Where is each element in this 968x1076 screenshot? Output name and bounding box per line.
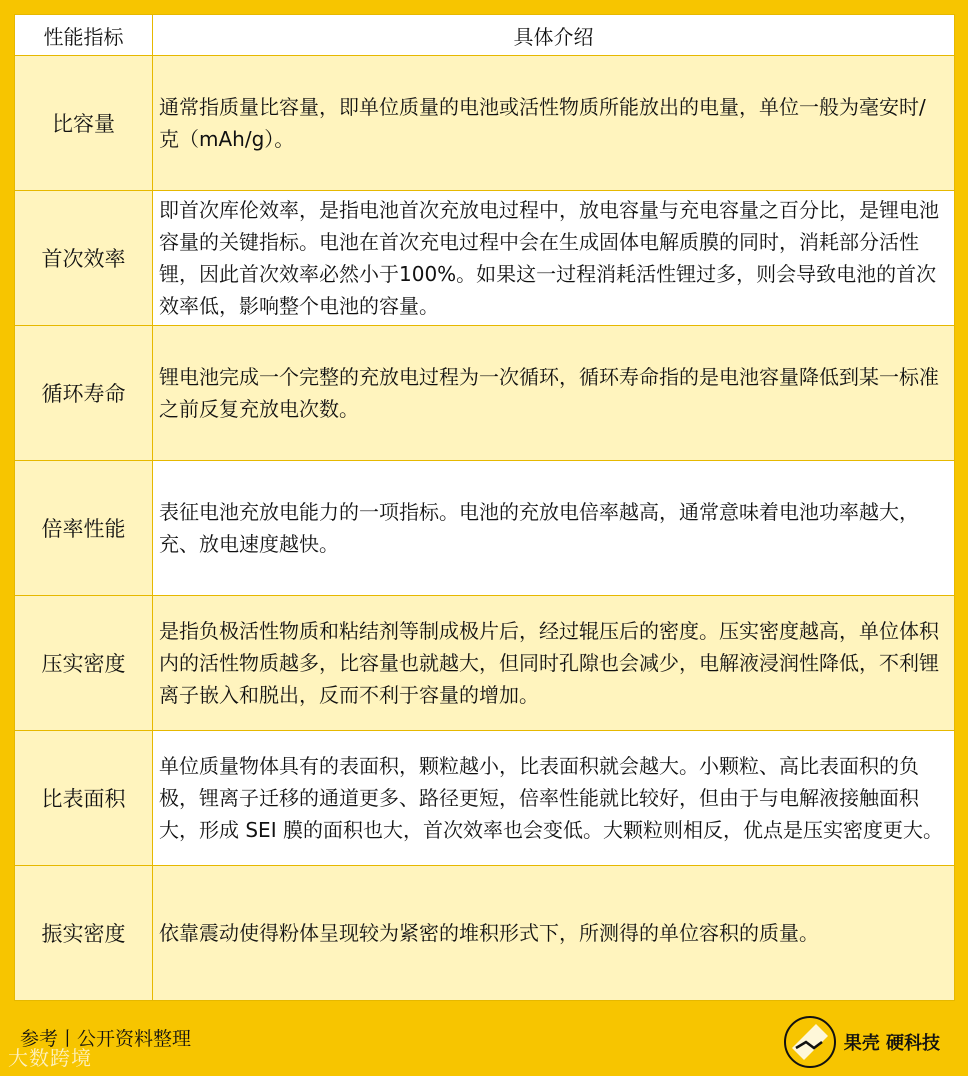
brand-name: 果壳 硬科技 [843, 1033, 940, 1054]
brand-logo [784, 1016, 940, 1068]
table-row [15, 326, 955, 461]
metric-description: 表征电池充放电能力的一项指标。电池的充放电倍率越高，通常意味着电池功率越大，充、放电速度越快。 [153, 461, 955, 596]
header-metric: 性能指标 [15, 15, 153, 56]
metric-description: 依靠震动使得粉体呈现较为紧密的堆积形式下，所测得的单位容积的质量。 [153, 866, 955, 1001]
table-row [15, 596, 955, 731]
metric-description: 通常指质量比容量，即单位质量的电池或活性物质所能放出的电量，单位一般为毫安时/克（mAh/g）。 [153, 56, 955, 191]
metrics-table-container [14, 14, 954, 1001]
metric-description: 是指负极活性物质和粘结剂等制成极片后，经过辊压后的密度。压实密度越高，单位体积内的活性物质越多，比容量也就越大，但同时孔隙也会减少，电解液浸润性降低，不利锂离子嵌入和脱出，反而不利于容量的增加。 [153, 596, 955, 731]
table-row [15, 461, 955, 596]
metric-name: 振实密度 [15, 866, 153, 1001]
table-header-row [15, 15, 955, 56]
metric-name: 循环寿命 [15, 326, 153, 461]
metrics-table [14, 14, 955, 1001]
metric-name: 倍率性能 [15, 461, 153, 596]
metric-name: 比表面积 [15, 731, 153, 866]
metric-description: 锂电池完成一个完整的充放电过程为一次循环，循环寿命指的是电池容量降低到某一标准之前反复充放电次数。 [153, 326, 955, 461]
table-row [15, 866, 955, 1001]
metric-name: 首次效率 [15, 191, 153, 326]
metric-description: 单位质量物体具有的表面积，颗粒越小，比表面积就会越大。小颗粒、高比表面积的负极，锂离子迁移的通道更多、路径更短，倍率性能就比较好，但由于与电解液接触面积大，形成 SEI 膜的面积也大，首次效率也会变低。大颗粒则相反，优点是压实密度更大。 [153, 731, 955, 866]
handshake-icon [784, 1016, 836, 1068]
source-note: 参考丨公开资料整理 [20, 1028, 192, 1050]
metric-description: 即首次库伦效率，是指电池首次充放电过程中，放电容量与充电容量之百分比，是锂电池容量的关键指标。电池在首次充电过程中会在生成固体电解质膜的同时，消耗部分活性锂，因此首次效率必然小于100%。如果这一过程消耗活性锂过多，则会导致电池的首次效率低，影响整个电池的容量。 [153, 191, 955, 326]
watermark-text: 大数跨境 [8, 1046, 92, 1070]
header-description: 具体介绍 [153, 15, 955, 56]
table-row [15, 191, 955, 326]
table-row [15, 56, 955, 191]
metric-name: 比容量 [15, 56, 153, 191]
table-row [15, 731, 955, 866]
metric-name: 压实密度 [15, 596, 153, 731]
